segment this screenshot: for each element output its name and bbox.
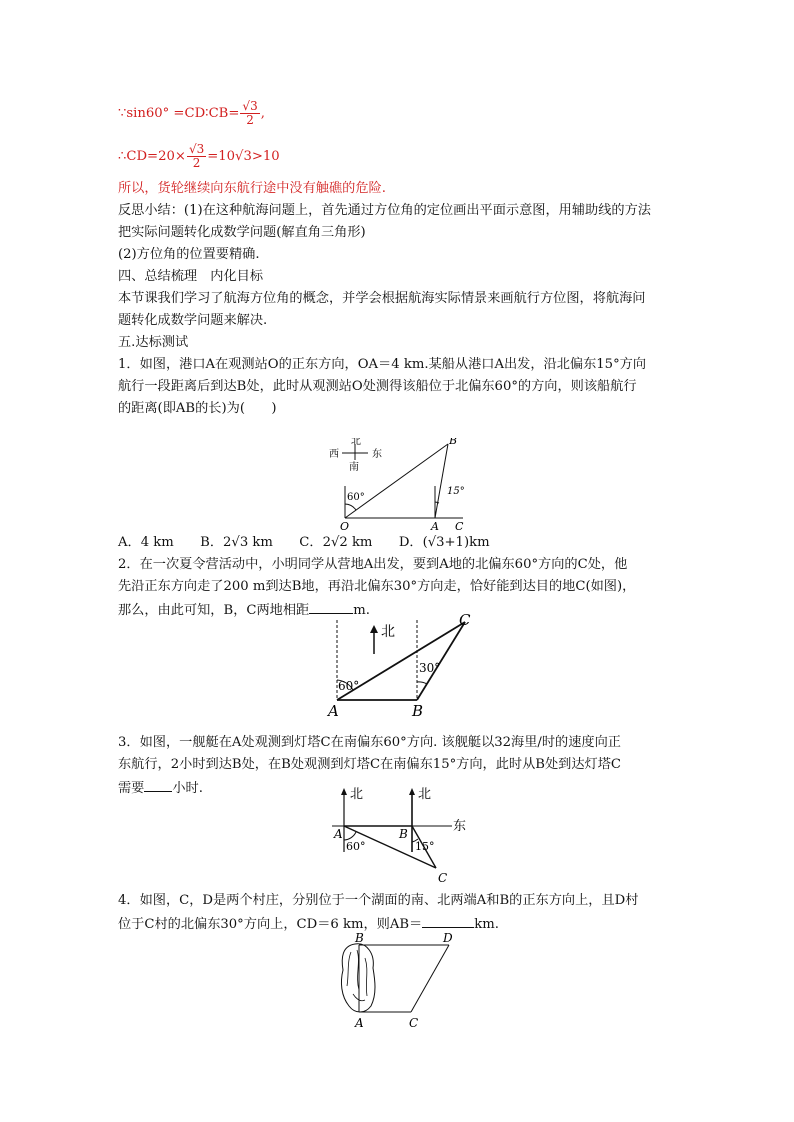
solution-line-2 <box>118 143 280 170</box>
fraction-denominator: 2 <box>246 113 254 127</box>
north-arrow-icon <box>341 788 347 795</box>
point-C: C <box>459 614 471 629</box>
q2-line-3-post: m. <box>353 603 370 618</box>
q2-line-3-pre: 那么，由此可知，B，C两地相距 <box>118 603 310 618</box>
north-arrow-icon <box>409 788 415 795</box>
answer-blank[interactable] <box>144 777 172 792</box>
point-C: C <box>438 871 448 884</box>
east-label: 东 <box>372 449 382 460</box>
fraction-denominator: 2 <box>192 156 201 170</box>
north-label-1: 北 <box>350 787 364 802</box>
point-A: A <box>355 1016 364 1030</box>
angle-arc-15 <box>435 502 439 503</box>
north-label-2: 北 <box>418 787 432 802</box>
reflection-line-2: 把实际问题转化成数学问题(解直角三角形) <box>118 225 366 240</box>
summary-line-2: 题转化成数学问题来解决. <box>118 313 268 328</box>
angle-60-label: 60° <box>347 492 365 503</box>
q3-line-2: 东航行，2小时到达B处，在B处观测到灯塔C在南偏东15°方向，此时从B处到达灯塔C <box>118 757 622 772</box>
north-label: 北 <box>381 624 395 640</box>
east-label: 东 <box>453 819 467 834</box>
q3-line-3 <box>118 777 203 799</box>
q4-line-2-post: km. <box>474 917 499 932</box>
point-O: O <box>340 520 350 533</box>
summary-line-1: 本节课我们学习了航海方位角的概念，并学会根据航海实际情景来画航行方位图，将航海问 <box>118 291 646 306</box>
angle-arc-30 <box>417 682 427 684</box>
angle-60-label: 60° <box>338 679 360 693</box>
q1-line-1: 1．如图，港口A在观测站O的正东方向，OA＝4 km.某船从港口A出发，沿北偏东15°方向 <box>118 357 647 372</box>
q4-figure <box>327 930 472 1034</box>
answer-blank[interactable] <box>422 913 474 928</box>
fraction-numerator: √3 <box>242 99 258 113</box>
angle-60-label: 60° <box>346 840 366 853</box>
q2-line-2: 先沿正东方向走了200 m到达B地，再沿北偏东30°方向走，恰好能到达目的地C(如图)， <box>118 579 636 594</box>
reflection-line-3: (2)方位角的位置要精确. <box>118 247 260 262</box>
north-arrow-icon <box>370 625 378 633</box>
point-B: B <box>355 931 364 945</box>
north-label: 北 <box>351 438 361 447</box>
q1-line-2: 航行一段距离后到达B处，此时从观测站O处测得该船位于北偏东60°的方向，则该船航行 <box>118 379 637 394</box>
q1-options: A．4 km B．2√3 km C．2√2 km D．(√3+1)km <box>118 535 490 550</box>
angle-30-label: 30° <box>419 661 441 675</box>
solution-2-suffix: =10√3>10 <box>207 149 280 164</box>
reflection-line-1: 反思小结：(1)在这种航海问题上，首先通过方位角的定位画出平面示意图，用辅助线的方法 <box>118 203 651 218</box>
point-C: C <box>455 520 464 533</box>
west-label: 西 <box>329 449 339 460</box>
point-A: A <box>328 702 339 720</box>
angle-arc-60 <box>345 504 356 510</box>
q1-figure <box>318 438 478 538</box>
q2-figure <box>325 614 480 726</box>
point-A: A <box>334 827 343 841</box>
q1-line-3: 的距离(即AB的长)为( ) <box>118 401 277 416</box>
solution-1-suffix: , <box>260 106 265 121</box>
solution-1-prefix: ∵sin60° =CD∶CB= <box>118 106 240 121</box>
segment-AB <box>435 444 448 518</box>
q4-line-1: 4．如图，C，D是两个村庄，分别位于一个湖面的南、北两端A和B的正东方向上，且D村 <box>118 893 639 908</box>
solution-line-3: 所以，货轮继续向东航行途中没有触礁的危险. <box>118 181 386 196</box>
segment-OB <box>345 444 448 518</box>
q2-line-1: 2．在一次夏令营活动中，小明同学从营地A出发，要到A地的北偏东60°方向的C处，他 <box>118 557 628 572</box>
point-B: B <box>412 702 424 720</box>
summary-heading: 四、总结梳理 内化目标 <box>118 269 264 284</box>
answer-blank[interactable] <box>309 599 353 614</box>
lake-texture <box>347 950 367 1001</box>
angle-arc-60 <box>344 832 356 840</box>
angle-15-label: 15° <box>447 486 465 497</box>
point-C: C <box>409 1016 419 1030</box>
segment-CD <box>411 945 449 1012</box>
point-B: B <box>399 827 408 841</box>
q3-line-1: 3．如图，一舰艇在A处观测到灯塔C在南偏东60°方向. 该舰艇以32海里/时的速度向正 <box>118 735 621 750</box>
angle-15-label: 15° <box>415 840 435 853</box>
solution-2-prefix: ∴CD=20× <box>118 149 186 164</box>
q3-line-3-pre: 需要 <box>118 781 145 796</box>
point-D: D <box>443 931 453 945</box>
q3-figure <box>326 784 476 888</box>
point-B: B <box>449 438 458 447</box>
solution-line-1 <box>118 100 265 127</box>
point-A: A <box>431 520 439 533</box>
q3-line-3-post: 小时. <box>172 781 203 796</box>
fraction <box>240 100 259 127</box>
test-heading: 五.达标测试 <box>118 335 189 350</box>
fraction <box>187 143 206 170</box>
fraction-numerator: √3 <box>188 142 205 156</box>
q4-line-2-pre: 位于C村的北偏东30°方向上，CD＝6 km，则AB＝ <box>118 917 423 932</box>
south-label: 南 <box>349 462 359 473</box>
